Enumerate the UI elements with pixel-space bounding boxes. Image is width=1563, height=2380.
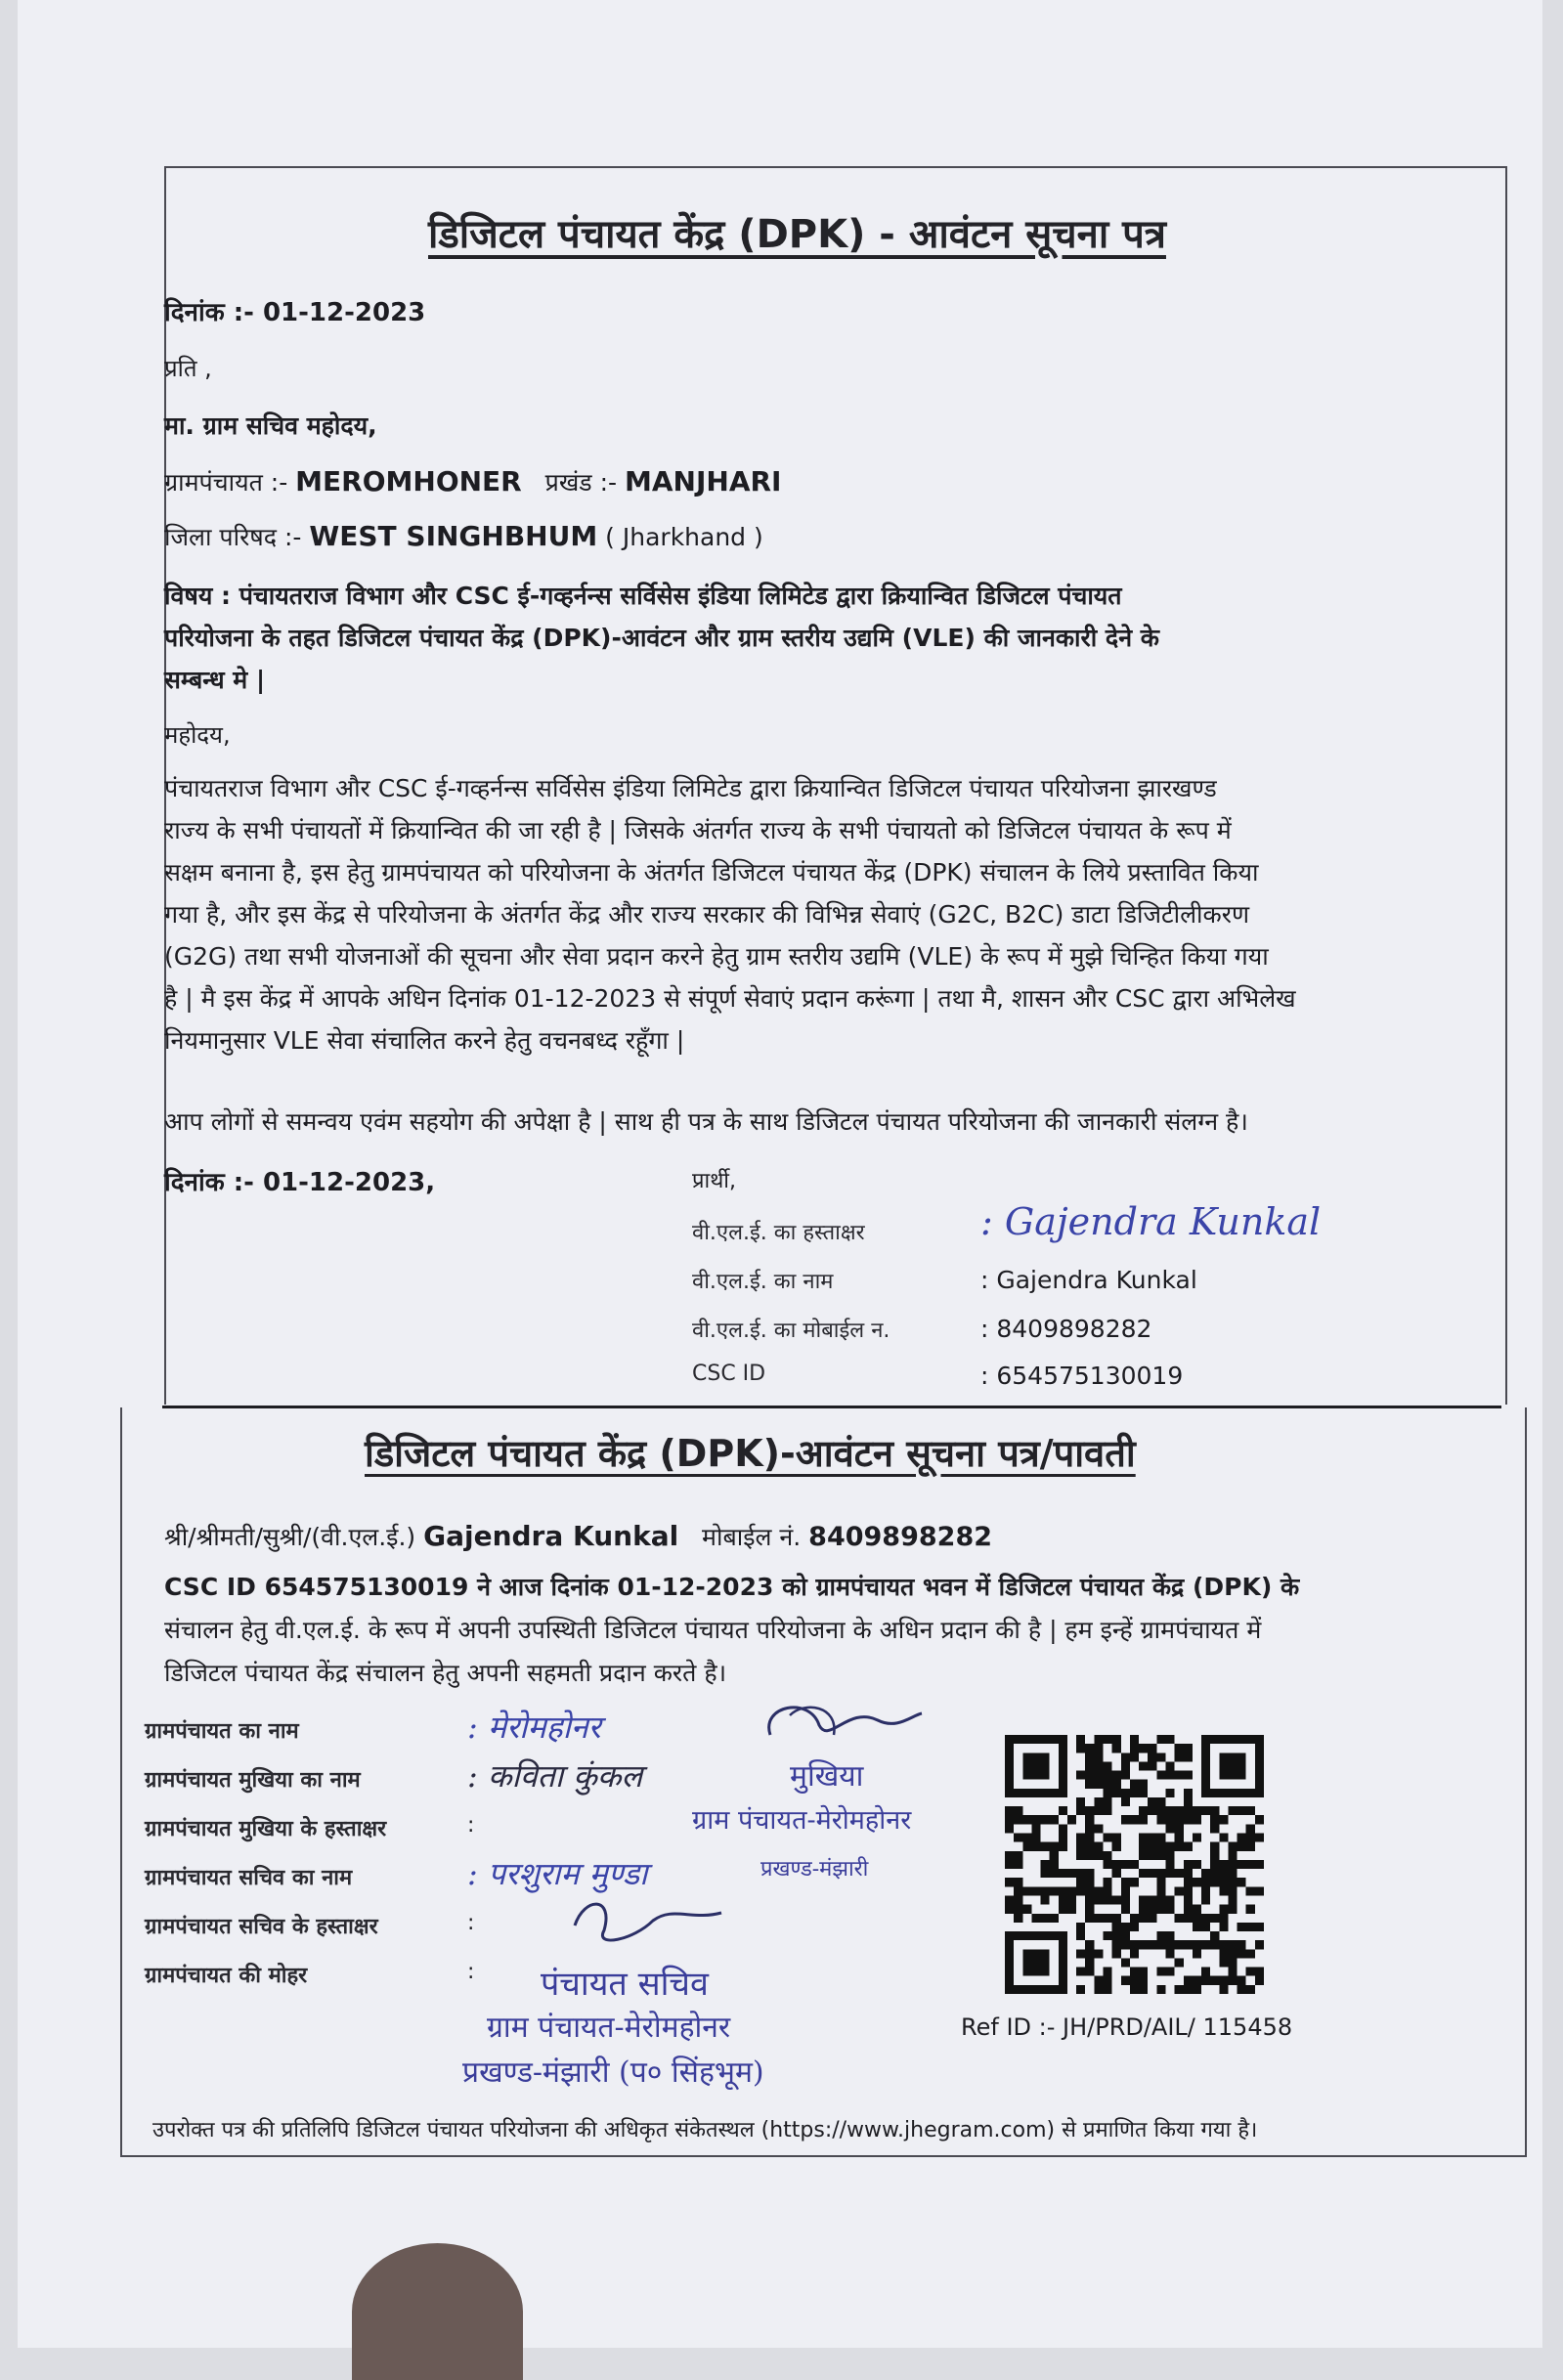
qr-code [1005,1735,1264,1994]
vle-name-value: : Gajendra Kunkal [980,1266,1197,1294]
district-line [164,520,763,553]
mukhiya-stamp-block: प्रखण्ड-मंझारी [760,1857,869,1882]
sachiv-stamp-title: पंचायत सचिव [541,1965,709,2004]
subject-line: सम्बन्ध मे | [164,666,266,694]
applicant-label: प्रार्थी, [692,1169,736,1193]
body-paragraph [164,767,1503,1061]
person-prefix: श्री/श्रीमती/सुश्री/(वी.एल.ई.) [164,1523,416,1551]
gp-value: MEROMHONER [295,465,522,498]
greeting: महोदय, [164,721,231,749]
body-line: पंचायतराज विभाग और CSC ई-गव्हर्नन्स सर्विसेस इंडिया लिमिटेड द्वारा क्रियान्वित डिजिटल पंचायत परियोजना झारखण्ड [164,774,1217,802]
ref-id: Ref ID :- JH/PRD/AIL/ 115458 [961,2013,1293,2041]
mobile-value: 8409898282 [808,1522,993,1552]
body-line: है | मै इस केंद्र में आपके अधिन दिनांक 01-12-2023 से संपूर्ण सेवाएं प्रदान करूंगा | तथा मै, शासन और CSC द्वारा अभिलेख [164,984,1296,1013]
prati-label: प्रति , [164,355,212,382]
gp-name-value: : मेरोमहोनर [467,1709,601,1746]
sachiv-name-value: : परशुराम मुण्डा [467,1855,648,1892]
ack-paragraph [164,1566,1503,1695]
mukhiya-sign-label: ग्रामपंचायत मुखिया के हस्ताक्षर [145,1817,387,1841]
district-label: जिला परिषद :- [164,523,302,551]
block-value: MANJHARI [625,465,782,498]
letter-title: डिजिटल पंचायत केंद्र (DPK) - आवंटन सूचना पत्र [428,212,1166,257]
subject-block [164,575,1494,701]
district-value: WEST SINGHBHUM [309,520,598,552]
state-value: ( Jharkhand ) [605,523,763,551]
ack-line: डिजिटल पंचायत केंद्र संचालन हेतु अपनी सहमती प्रदान करते है। [164,1659,727,1687]
body-line: राज्य के सभी पंचायतों में क्रियान्वित की जा रही है | जिसके अंतर्गत राज्य के सभी पंचायतो को डिजिटल पंचायत के रूप में [164,816,1232,844]
vle-sign-label: वी.एल.ई. का हस्ताक्षर [692,1221,865,1245]
person-name: Gajendra Kunkal [423,1520,679,1552]
sachiv-sign-label: ग्रामपंचायत सचिव के हस्ताक्षर [145,1915,378,1939]
mukhiya-name-value: : कविता कुंकल [467,1757,643,1795]
gp-label: ग्रामपंचायत :- [164,468,288,497]
letter-date: दिनांक :- 01-12-2023 [164,298,426,327]
csc-id-label: CSC ID [692,1362,766,1386]
csc-id-value: : 654575130019 [980,1362,1184,1390]
mukhiya-stamp-gp: ग्राम पंचायत-मेरोमहोनर [692,1805,912,1836]
gp-name-label: ग्रामपंचायत का नाम [145,1719,299,1744]
gp-line [164,465,781,498]
sachiv-stamp-gp: ग्राम पंचायत-मेरोमहोनर [487,2011,731,2045]
mobile-label: मोबाईल नं. [702,1523,802,1551]
vle-signature: : Gajendra Kunkal [980,1200,1322,1243]
thumb [352,2243,523,2380]
block-label: प्रखंड :- [544,468,618,497]
seal-colon: : [467,1960,475,1984]
sachiv-name-label: ग्रामपंचायत सचिव का नाम [145,1866,353,1890]
body-line: गया है, और इस केंद्र से परियोजना के अंतर्गत केंद्र और राज्य सरकार की विभिन्न सेवाएं (G2C, B2C) डाटा डिजिटीलीकरण [164,900,1250,929]
body-line: नियमानुसार VLE सेवा संचालित करने हेतु वचनबध्द रहूँगा | [164,1026,685,1055]
ack-line: CSC ID 654575130019 ने आज दिनांक 01-12-2023 को ग्रामपंचायत भवन में डिजिटल पंचायत केंद्र (DPK) के [164,1573,1300,1601]
recipient-line: मा. ग्राम सचिव महोदय, [164,411,377,440]
sachiv-signature [565,1891,731,1950]
ack-line: संचालन हेतु वी.एल.ई. के रूप में अपनी उपस्थिती डिजिटल पंचायत परियोजना के अधिन प्रदान की है | हम इन्हें ग्रामपंचायत में [164,1616,1262,1644]
body-line: सक्षम बनाना है, इस हेतु ग्रामपंचायत को परियोजना के अंतर्गत डिजिटल पंचायत केंद्र (DPK) संचालन के लिये प्रस्तावित किया [164,858,1259,887]
person-line [164,1520,992,1553]
vle-mobile-value: : 8409898282 [980,1315,1152,1343]
document-sheet [18,0,1542,2348]
closing-line: आप लोगों से समन्वय एवंम सहयोग की अपेक्षा है | साथ ही पत्र के साथ डिजिटल पंचायत परियोजना की जानकारी संलग्न है। [164,1107,1248,1136]
letter-date-2: दिनांक :- 01-12-2023, [164,1168,436,1197]
footer-note: उपरोक्त पत्र की प्रतिलिपि डिजिटल पंचायत परियोजना की अधिकृत संकेतस्थल (https://www.jhegram.com) से प्रमाणित किया गया है। [152,2118,1258,2142]
vle-mobile-label: वी.एल.ई. का मोबाईल न. [692,1319,890,1343]
section-divider [162,1406,1501,1408]
mukhiya-stamp-title: मुखिया [790,1759,864,1794]
mukhiya-sign-colon: : [467,1813,475,1838]
subject-line: परियोजना के तहत डिजिटल पंचायत केंद्र (DPK)-आवंटन और ग्राम स्तरीय उद्यमि (VLE) की जानकारी देने के [164,624,1159,652]
vle-name-label: वी.एल.ई. का नाम [692,1270,834,1294]
mukhiya-name-label: ग्रामपंचायत मुखिया का नाम [145,1768,361,1793]
receipt-title: डिजिटल पंचायत केंद्र (DPK)-आवंटन सूचना पत्र/पावती [365,1432,1136,1475]
sachiv-stamp-block: प्रखण्ड-मंझारी (प० सिंहभूम) [462,2055,764,2090]
seal-label: ग्रामपंचायत की मोहर [145,1964,308,1988]
subject-line: विषय : पंचायतराज विभाग और CSC ई-गव्हर्नन्स सर्विसेस इंडिया लिमिटेड द्वारा क्रियान्वित डिजिटल पंचायत [164,582,1122,610]
sachiv-sign-colon: : [467,1911,475,1935]
body-line: (G2G) तथा सभी योजनाओं की सूचना और सेवा प्रदान करने हेतु ग्राम स्तरीय उद्यमि (VLE) के रूप में मुझे चिन्हित किया गया [164,942,1269,971]
